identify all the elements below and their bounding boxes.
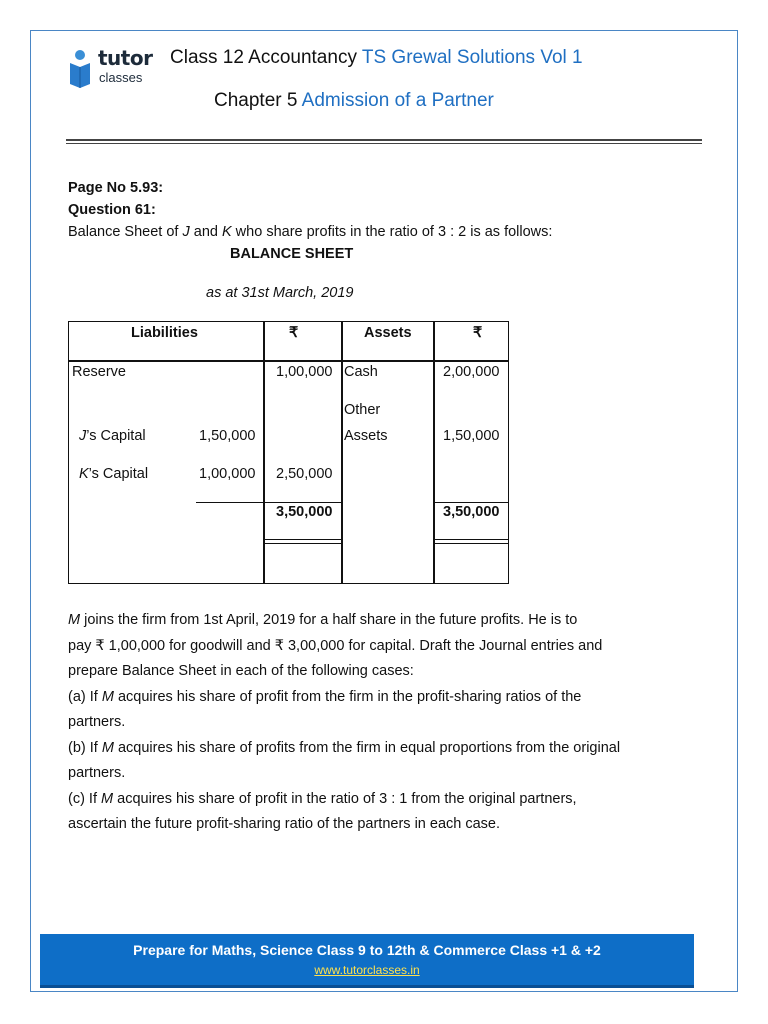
row-reserve-amount: 1,00,000 [276, 364, 333, 380]
row-j-capital-label [79, 428, 146, 444]
case-b-text: acquires his share of profits from the firm in equal proportions from the original [113, 740, 621, 756]
subtotal-rule [196, 502, 263, 503]
case-c-text: acquires his share of profit in the ratio of 3 : 1 from the original partners, [113, 791, 577, 807]
header-divider-bottom [66, 143, 702, 144]
header-title-highlight: TS Grewal Solutions Vol 1 [361, 47, 583, 68]
j-capital-suffix: ’s Capital [86, 428, 146, 444]
body-line-2: pay ₹ 1,00,000 for goodwill and ₹ 3,00,000 for capital. Draft the Journal entries and [68, 638, 603, 654]
partner-m: M [68, 612, 81, 628]
j-capital-name: J [79, 428, 87, 444]
question-intro [68, 224, 552, 240]
header-rupee-assets: ₹ [473, 325, 483, 341]
logo-subtitle: classes [99, 70, 143, 85]
row-other-label-2: Assets [344, 428, 388, 444]
double-rule [434, 539, 509, 540]
subtotal-rule [264, 502, 341, 503]
header-chapter-highlight: Admission of a Partner [301, 90, 494, 111]
k-capital-name: K [79, 466, 89, 482]
case-a-text: acquires his share of profit from the firm in the profit-sharing ratios of the [113, 689, 582, 705]
row-cash-label: Cash [344, 364, 378, 380]
row-capital-total: 2,50,000 [276, 466, 333, 482]
total-assets: 3,50,000 [443, 504, 500, 520]
question-number: Question 61: [68, 202, 156, 218]
row-reserve-label: Reserve [72, 364, 126, 380]
page-number: Page No 5.93: [68, 180, 164, 196]
row-k-capital-amount: 1,00,000 [199, 466, 256, 482]
case-a [68, 689, 581, 705]
case-c-continued: ascertain the future profit-sharing ratio of the partners in each case. [68, 816, 501, 832]
body-line-3: prepare Balance Sheet in each of the following cases: [68, 663, 414, 679]
header-assets: Assets [364, 325, 412, 341]
intro-text-c: who share profits in the ratio of 3 : 2 is as follows: [231, 224, 553, 240]
intro-text-a: Balance Sheet of [68, 224, 183, 240]
partner-m: M [101, 740, 114, 756]
row-j-capital-amount: 1,50,000 [199, 428, 256, 444]
footer-website-link[interactable]: www.tutorclasses.in [314, 963, 420, 977]
person-book-icon [66, 48, 96, 88]
partner-m: M [101, 791, 114, 807]
partner-m: M [101, 689, 114, 705]
header-title [170, 47, 583, 69]
intro-partner-j: J [182, 224, 190, 240]
case-b [68, 740, 620, 756]
case-a-continued: partners. [68, 714, 126, 730]
case-a-prefix: (a) If [68, 689, 102, 705]
case-c-prefix: (c) If [68, 791, 102, 807]
k-capital-suffix: ’s Capital [88, 466, 149, 482]
row-cash-amount: 2,00,000 [443, 364, 500, 380]
body-line-1 [68, 612, 577, 628]
balance-sheet-date: as at 31st March, 2019 [206, 285, 354, 301]
double-rule [264, 539, 341, 540]
header-rupee-liabilities: ₹ [289, 325, 299, 341]
double-rule [434, 543, 509, 544]
row-other-amount: 1,50,000 [443, 428, 500, 444]
header-title-prefix: Class 12 Accountancy [170, 47, 362, 68]
header-chapter-prefix: Chapter 5 [214, 90, 302, 111]
header-divider-top [66, 139, 702, 141]
row-k-capital-label [79, 466, 148, 482]
footer-banner [40, 934, 694, 988]
header-row-divider [69, 360, 508, 362]
subtotal-rule [434, 502, 509, 503]
balance-sheet-title: BALANCE SHEET [230, 246, 354, 262]
logo-word: tutor [98, 46, 153, 70]
double-rule [264, 543, 341, 544]
header-chapter [214, 90, 494, 112]
header-liabilities: Liabilities [131, 325, 198, 341]
body-text: joins the firm from 1st April, 2019 for a half share in the future profits. He is to [80, 612, 578, 628]
intro-text-b: and [189, 224, 222, 240]
case-b-prefix: (b) If [68, 740, 102, 756]
row-other-label-1: Other [344, 402, 381, 418]
case-b-continued: partners. [68, 765, 126, 781]
footer-tagline: Prepare for Maths, Science Class 9 to 12th & Commerce Class +1 & +2 [133, 942, 601, 958]
case-c [68, 791, 577, 807]
intro-partner-k: K [221, 224, 232, 240]
tutor-classes-logo[interactable] [66, 48, 166, 88]
balance-sheet-table [68, 321, 509, 584]
total-liabilities: 3,50,000 [276, 504, 333, 520]
